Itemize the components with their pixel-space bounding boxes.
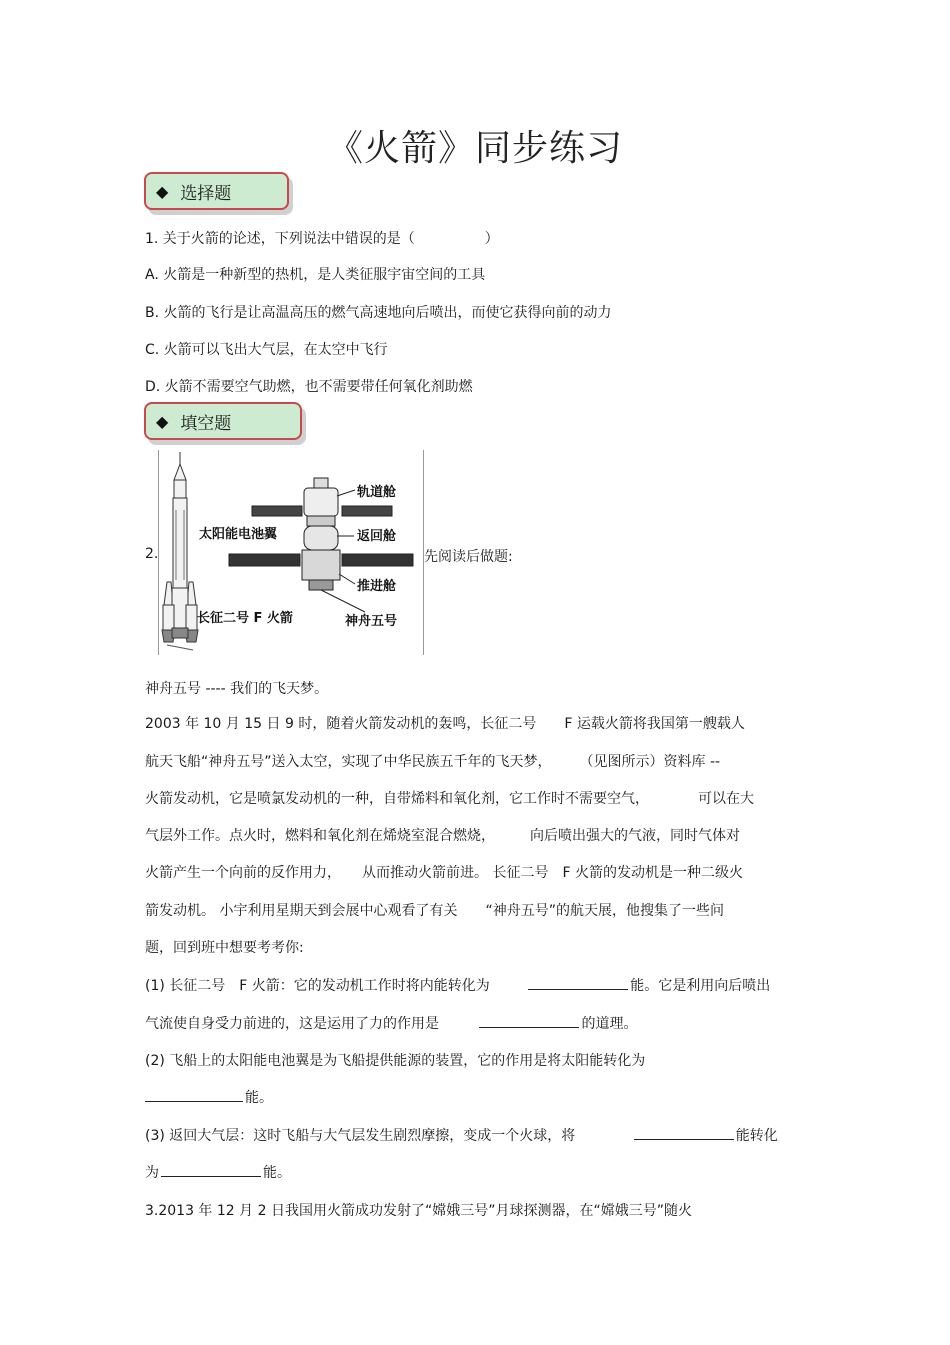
- question-1-option-d: D. 火箭不需要空气助燃，也不需要带任何氧化剂助燃: [145, 379, 473, 395]
- answer-blank[interactable]: [634, 1125, 734, 1140]
- section-label: 填空题: [180, 413, 232, 434]
- sub-question-1-cont: 气流使自身受力前进的，这是运用了力的作用是 的道理。: [145, 1013, 637, 1033]
- answer-blank[interactable]: [145, 1087, 243, 1102]
- passage-line: 题，回到班中想要考考你:: [145, 940, 304, 956]
- label-propulsion-module: 推进舱: [357, 579, 397, 594]
- diamond-icon: ◆: [156, 181, 169, 201]
- question-1-option-b: B. 火箭的飞行是让高温高压的燃气高速地向后喷出，而使它获得向前的动力: [145, 305, 612, 321]
- sub-question-3-cont: 为 能。: [145, 1162, 291, 1182]
- sub-question-1: (1) 长征二号 F 火箭：它的发动机工作时将内能转化为 能。它是利用向后喷出: [145, 975, 770, 995]
- rocket-illustration: [162, 452, 198, 650]
- answer-blank[interactable]: [161, 1162, 261, 1177]
- question-1-option-c: C. 火箭可以飞出大气层，在太空中飞行: [145, 342, 388, 358]
- section-header-choice: [144, 172, 289, 210]
- sub-question-3: (3) 返回大气层：这时飞船与大气层发生剧烈摩擦，变成一个火球，将 能转化: [145, 1125, 778, 1145]
- passage-line: 火箭产生一个向前的反作用力， 从而推动火箭前进。 长征二号 F 火箭的发动机是一种二级火: [145, 865, 743, 881]
- passage-line: 航天飞船“神舟五号”送入太空，实现了中华民族五千年的飞天梦， （见图所示）资料库 --: [145, 754, 721, 770]
- label-shenzhou: 神舟五号: [345, 614, 398, 629]
- passage-line: 箭发动机。 小宇利用星期天到会展中心观看了有关 “神舟五号”的航天展，他搜集了一些问: [145, 903, 724, 919]
- page-title: 《火箭》同步练习: [326, 128, 623, 169]
- label-reentry-module: 返回舱: [357, 529, 397, 544]
- question-1-stem: 1. 关于火箭的论述，下列说法中错误的是（ ）: [145, 231, 499, 247]
- passage-line: 2003 年 10 月 15 日 9 时，随着火箭发动机的轰鸣，长征二号 F 运载火箭将我国第一艘载人: [145, 716, 745, 732]
- question-2-number: 2.: [145, 546, 159, 562]
- question-1-option-a: A. 火箭是一种新型的热机，是人类征服宇宙空间的工具: [145, 267, 486, 283]
- passage-line: 气层外工作。点火时，燃料和氧化剂在烯烧室混合燃烧， 向后喷出强大的气液，同时气体对: [145, 828, 740, 844]
- question-3-stem: 3.2013 年 12 月 2 日我国用火箭成功发射了“嫦娥三号”月球探测器，在“嫦娥三号”随火: [145, 1203, 692, 1219]
- section-label: 选择题: [180, 183, 232, 204]
- sub-question-2: (2) 飞船上的太阳能电池翼是为飞船提供能源的装置，它的作用是将太阳能转化为: [145, 1053, 646, 1069]
- passage-line: 神舟五号 ---- 我们的飞天梦。: [145, 681, 329, 697]
- label-orbital-module: 轨道舱: [357, 485, 397, 500]
- section-header-fill: [144, 402, 302, 440]
- answer-blank[interactable]: [479, 1013, 579, 1028]
- label-solar-wing: 太阳能电池翼: [199, 527, 278, 542]
- sub-question-2-cont: 能。: [145, 1087, 273, 1107]
- question-2-intro: 先阅读后做题:: [424, 549, 513, 565]
- label-rocket: 长征二号 F 火箭: [197, 611, 293, 626]
- diamond-icon: ◆: [156, 411, 169, 431]
- spacecraft-figure: [158, 450, 424, 655]
- passage-line: 火箭发动机，它是喷氯发动机的一种，自带烯料和氧化剂，它工作时不需要空气， 可以在大: [145, 791, 754, 807]
- answer-blank[interactable]: [528, 975, 628, 990]
